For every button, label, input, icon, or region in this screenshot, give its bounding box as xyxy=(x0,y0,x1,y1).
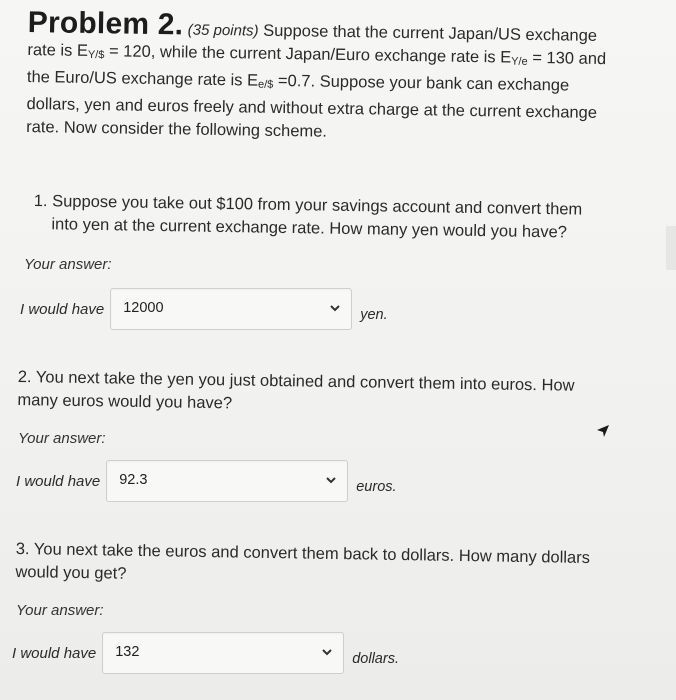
question-text-line: many euros would you have? xyxy=(17,390,233,413)
question-2 xyxy=(17,366,638,422)
page-edge-shadow xyxy=(666,226,676,270)
intro-text: rate is E xyxy=(27,40,89,60)
problem-title: Problem 2. xyxy=(27,6,184,42)
question-1-text xyxy=(33,190,654,246)
selected-value: 132 xyxy=(115,644,140,660)
subscript: Y/$ xyxy=(87,48,105,62)
question-3 xyxy=(15,538,636,594)
answer-row-1 xyxy=(20,288,388,330)
intro-text: rate. Now consider the following scheme. xyxy=(26,117,328,141)
question-text-line: 3. You next take the euros and convert them back to dollars. How many dollars xyxy=(15,539,591,568)
question-text-line: 2. You next take the yen you just obtained and convert them into euros. How xyxy=(17,367,575,395)
subscript: Y/e xyxy=(511,55,528,68)
answer-select-2[interactable] xyxy=(106,460,348,502)
your-answer-label: Your answer: xyxy=(24,256,112,273)
question-text-line: would you get? xyxy=(15,562,127,583)
answer-prefix-label: I would have xyxy=(20,300,105,318)
selected-value: 12000 xyxy=(123,300,164,316)
question-1 xyxy=(33,190,654,246)
answer-select-1[interactable] xyxy=(110,288,352,330)
selected-value: 92.3 xyxy=(119,472,148,488)
intro-text: the Euro/US exchange rate is E xyxy=(26,67,259,90)
your-answer-label: Your answer: xyxy=(18,430,106,447)
answer-unit: euros. xyxy=(356,479,397,495)
your-answer-label: Your answer: xyxy=(16,602,104,619)
answer-row-3 xyxy=(12,632,399,674)
answer-select-3[interactable] xyxy=(102,632,344,674)
answer-prefix-label: I would have xyxy=(16,472,101,490)
intro-text: = 120, while the current Japan/Euro exchange rate is E xyxy=(104,42,512,67)
problem-points: (35 points) xyxy=(187,21,259,40)
question-3-text xyxy=(15,538,636,594)
problem-intro-lead: Suppose that the current Japan/US exchange xyxy=(263,21,598,45)
mouse-pointer-icon xyxy=(596,424,610,438)
answer-unit: dollars. xyxy=(352,651,399,667)
intro-text: dollars, yen and euros freely and without extra charge at the current exchange xyxy=(26,94,598,122)
answer-unit: yen. xyxy=(360,307,388,323)
answer-prefix-label: I would have xyxy=(12,644,97,662)
chevron-down-icon xyxy=(321,646,333,658)
subscript: e/$ xyxy=(257,78,274,91)
question-text-line: into yen at the current exchange rate. How many yen would you have? xyxy=(51,215,568,242)
problem-intro xyxy=(26,39,647,149)
question-text-line: 1. Suppose you take out $100 from your savings account and convert them xyxy=(33,191,583,219)
chevron-down-icon xyxy=(325,474,337,486)
answer-row-2 xyxy=(16,460,397,502)
intro-text: =0.7. Suppose your bank can exchange xyxy=(273,71,570,95)
intro-text: = 130 and xyxy=(527,48,607,69)
chevron-down-icon xyxy=(329,302,341,314)
problem-header xyxy=(26,6,648,149)
question-2-text xyxy=(17,366,638,422)
